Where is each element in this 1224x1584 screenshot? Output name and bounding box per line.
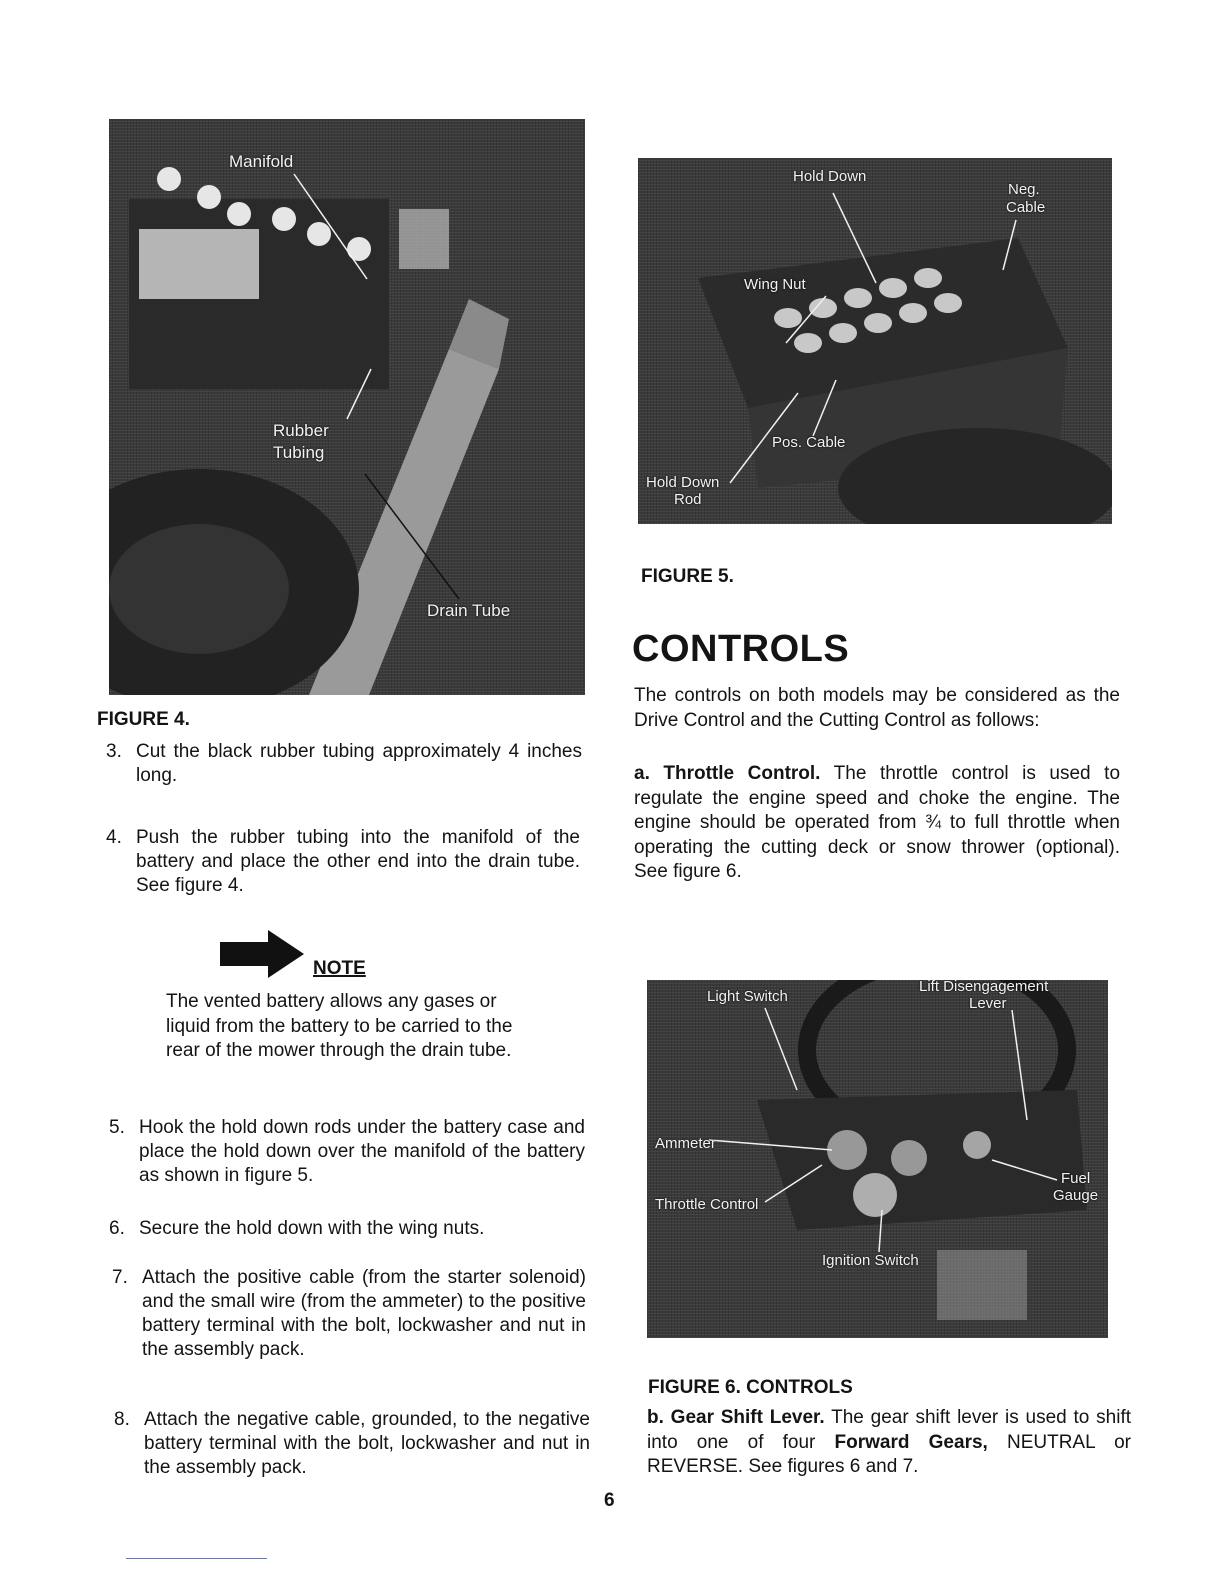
rubber-label: Rubber: [273, 421, 329, 440]
figure-6-photo: [647, 980, 1108, 1338]
step-text: Hook the hold down rods under the battery case and place the hold down over the manifold of the battery as shown in figure 5.: [139, 1117, 585, 1186]
arrow-right-icon: [220, 930, 304, 978]
throttle-control-paragraph: [634, 762, 1120, 885]
gear-shift-text-1: The gear shift lever is used to shift into one of four: [647, 1407, 1131, 1453]
figure-6-caption: FIGURE 6. CONTROLS: [648, 1377, 853, 1398]
throttle-control-text: The throttle control is used to regulate the engine speed and choke the engine. The engine should be operated from ¾ to full throttle when operating the cutting deck or snow thrower (optional). See figure 6.: [634, 763, 1121, 882]
gauge-label: Gauge: [1053, 1187, 1099, 1204]
hold-down-rod-label: Hold Down: [646, 474, 720, 491]
tubing-label: Tubing: [273, 443, 325, 462]
forward-gears-text: Forward Gears,: [834, 1431, 988, 1453]
note-text: The vented battery allows any gases or liquid from the battery to be carried to the rear of the mower through the drain tube.: [166, 991, 513, 1061]
figure-6-illustration: [647, 980, 1108, 1338]
controls-intro: The controls on both models may be considered as the Drive Control and the Cutting Control as follows:: [634, 685, 1120, 731]
manifold-label: Manifold: [229, 152, 294, 171]
drain-tube-label: Drain Tube: [427, 601, 511, 620]
cable-label: Cable: [1006, 199, 1046, 216]
step-number: 7.: [112, 1267, 128, 1288]
step-text: Cut the black rubber tubing approximately 4 inches long.: [136, 741, 582, 786]
fuel-label: Fuel: [1061, 1170, 1091, 1187]
ammeter-label: Ammeter: [655, 1135, 716, 1152]
hold-down-label: Hold Down: [793, 168, 867, 185]
page-number: 6: [604, 1490, 615, 1511]
lever-label: Lever: [969, 995, 1007, 1012]
figure-5-photo: [638, 158, 1112, 524]
figure-5-caption: FIGURE 5.: [641, 566, 734, 587]
ignition-switch-label: Ignition Switch: [822, 1252, 919, 1269]
step-number: 8.: [114, 1409, 130, 1430]
neg-label: Neg.: [1008, 181, 1040, 198]
step-text: Push the rubber tubing into the manifold of the battery and place the other end into the drain tube. See figure 4.: [136, 827, 580, 896]
gear-shift-title: b. Gear Shift Lever.: [647, 1407, 825, 1428]
step-text: Attach the negative cable, grounded, to the negative battery terminal with the bolt, lockwasher and nut in the assembly pack.: [144, 1409, 590, 1478]
note-title: NOTE: [313, 958, 366, 979]
step-text: Secure the hold down with the wing nuts.: [139, 1218, 485, 1239]
step-text: Attach the positive cable (from the starter solenoid) and the small wire (from the ammeter) to the positive battery terminal with the bolt, lockwasher and nut in the assembly pack.: [142, 1267, 586, 1360]
lift-disengagement-label: Lift Disengagement: [919, 980, 1049, 995]
throttle-control-label: Throttle Control: [655, 1196, 759, 1213]
figure-4-illustration: [109, 119, 585, 695]
pos-cable-label: Pos. Cable: [772, 434, 846, 451]
hold-down-rod-label-2: Rod: [674, 491, 702, 508]
light-switch-label: Light Switch: [707, 988, 788, 1005]
gear-shift-paragraph: [647, 1406, 1131, 1480]
figure-4-caption: FIGURE 4.: [97, 709, 190, 730]
throttle-control-title: a. Throttle Control.: [634, 763, 821, 784]
wing-nut-label: Wing Nut: [744, 276, 806, 293]
step-number: 6.: [109, 1218, 125, 1239]
step-number: 4.: [106, 827, 122, 848]
footer-rule: [126, 1558, 267, 1559]
controls-heading: CONTROLS: [632, 628, 850, 670]
gear-shift-text-2: NEUTRAL or REVERSE. See figures 6 and 7.: [647, 1431, 1131, 1477]
step-number: 5.: [109, 1117, 125, 1138]
step-number: 3.: [106, 741, 122, 762]
figure-4-photo: [109, 119, 585, 695]
